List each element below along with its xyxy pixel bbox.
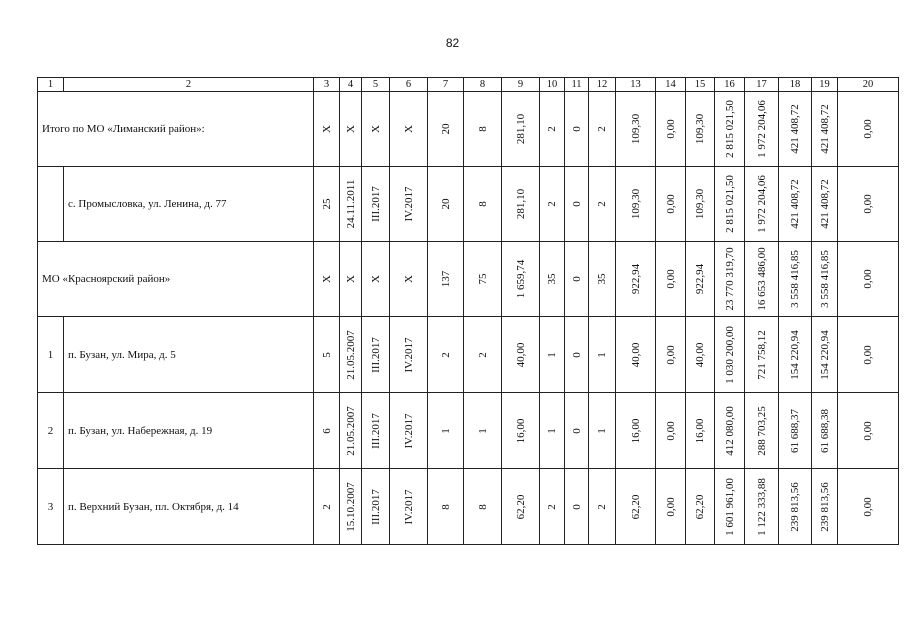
cell-col14: 0,00 bbox=[656, 92, 686, 167]
cell-col13: 62,20 bbox=[616, 469, 656, 545]
table-row bbox=[38, 317, 899, 393]
cell-col7: 20 bbox=[428, 92, 464, 167]
cell-col9: 281,10 bbox=[502, 167, 540, 242]
row-name: Итого по МО «Лиманский район»: bbox=[38, 92, 314, 167]
cell-col19: 154 220,94 bbox=[812, 317, 838, 393]
cell-col5: Х bbox=[362, 242, 390, 317]
cell-col19: 61 688,38 bbox=[812, 393, 838, 469]
cell-col8: 8 bbox=[464, 469, 502, 545]
row-address: с. Промысловка, ул. Ленина, д. 77 bbox=[64, 167, 314, 242]
cell-col20: 0,00 bbox=[838, 393, 899, 469]
cell-col8: 8 bbox=[464, 92, 502, 167]
cell-col4: Х bbox=[340, 92, 362, 167]
cell-col6: Х bbox=[390, 242, 428, 317]
cell-col16: 1 601 961,00 bbox=[715, 469, 745, 545]
cell-col10: 1 bbox=[540, 317, 565, 393]
cell-col7: 1 bbox=[428, 393, 464, 469]
cell-col12: 35 bbox=[589, 242, 616, 317]
cell-col17: 1 972 204,06 bbox=[745, 92, 779, 167]
cell-col15: 16,00 bbox=[686, 393, 715, 469]
column-number: 19 bbox=[812, 78, 838, 92]
column-number: 3 bbox=[314, 78, 340, 92]
housing-program-table bbox=[37, 77, 899, 545]
column-number-row bbox=[38, 78, 899, 92]
cell-col6: IV.2017 bbox=[390, 167, 428, 242]
column-number: 6 bbox=[390, 78, 428, 92]
cell-col9: 16,00 bbox=[502, 393, 540, 469]
cell-col17: 1 972 204,06 bbox=[745, 167, 779, 242]
cell-col15: 922,94 bbox=[686, 242, 715, 317]
cell-col18: 421 408,72 bbox=[779, 167, 812, 242]
cell-col7: 8 bbox=[428, 469, 464, 545]
column-number: 20 bbox=[838, 78, 899, 92]
cell-col9: 40,00 bbox=[502, 317, 540, 393]
cell-col18: 61 688,37 bbox=[779, 393, 812, 469]
cell-col19: 3 558 416,85 bbox=[812, 242, 838, 317]
cell-col7: 137 bbox=[428, 242, 464, 317]
page-number: 82 bbox=[445, 36, 460, 50]
cell-col17: 288 703,25 bbox=[745, 393, 779, 469]
column-number: 15 bbox=[686, 78, 715, 92]
row-number: 2 bbox=[38, 393, 64, 469]
cell-col4: 21.05.2007 bbox=[340, 393, 362, 469]
cell-col3: Х bbox=[314, 92, 340, 167]
cell-col6: IV.2017 bbox=[390, 469, 428, 545]
cell-col9: 62,20 bbox=[502, 469, 540, 545]
row-number: 3 bbox=[38, 469, 64, 545]
cell-col12: 1 bbox=[589, 393, 616, 469]
column-number: 2 bbox=[64, 78, 314, 92]
table-row bbox=[38, 393, 899, 469]
cell-col4: 24.11.2011 bbox=[340, 167, 362, 242]
cell-col6: Х bbox=[390, 92, 428, 167]
column-number: 14 bbox=[656, 78, 686, 92]
cell-col9: 1 659,74 bbox=[502, 242, 540, 317]
cell-col14: 0,00 bbox=[656, 167, 686, 242]
cell-col15: 62,20 bbox=[686, 469, 715, 545]
cell-col5: III.2017 bbox=[362, 317, 390, 393]
cell-col10: 2 bbox=[540, 469, 565, 545]
cell-col3: Х bbox=[314, 242, 340, 317]
cell-col20: 0,00 bbox=[838, 92, 899, 167]
column-number: 8 bbox=[464, 78, 502, 92]
cell-col8: 75 bbox=[464, 242, 502, 317]
cell-col20: 0,00 bbox=[838, 167, 899, 242]
cell-col16: 412 080,00 bbox=[715, 393, 745, 469]
cell-col3: 2 bbox=[314, 469, 340, 545]
cell-col14: 0,00 bbox=[656, 393, 686, 469]
row-name: МО «Красноярский район» bbox=[38, 242, 314, 317]
cell-col8: 8 bbox=[464, 167, 502, 242]
cell-col10: 1 bbox=[540, 393, 565, 469]
cell-col11: 0 bbox=[565, 469, 589, 545]
cell-col6: IV.2017 bbox=[390, 393, 428, 469]
row-address: п. Верхний Бузан, пл. Октября, д. 14 bbox=[64, 469, 314, 545]
cell-col11: 0 bbox=[565, 242, 589, 317]
column-number: 11 bbox=[565, 78, 589, 92]
cell-col12: 2 bbox=[589, 167, 616, 242]
cell-col16: 1 030 200,00 bbox=[715, 317, 745, 393]
row-number: 1 bbox=[38, 317, 64, 393]
column-number: 5 bbox=[362, 78, 390, 92]
cell-col11: 0 bbox=[565, 317, 589, 393]
cell-col18: 239 813,56 bbox=[779, 469, 812, 545]
cell-col8: 1 bbox=[464, 393, 502, 469]
column-number: 1 bbox=[38, 78, 64, 92]
column-number: 10 bbox=[540, 78, 565, 92]
cell-col7: 20 bbox=[428, 167, 464, 242]
cell-col5: III.2017 bbox=[362, 393, 390, 469]
cell-col14: 0,00 bbox=[656, 242, 686, 317]
cell-col16: 2 815 021,50 bbox=[715, 92, 745, 167]
column-number: 16 bbox=[715, 78, 745, 92]
cell-col12: 2 bbox=[589, 92, 616, 167]
cell-col13: 109,30 bbox=[616, 167, 656, 242]
cell-col18: 154 220,94 bbox=[779, 317, 812, 393]
row-number bbox=[38, 167, 64, 242]
table-row bbox=[38, 167, 899, 242]
cell-col16: 23 770 319,70 bbox=[715, 242, 745, 317]
cell-col18: 421 408,72 bbox=[779, 92, 812, 167]
cell-col17: 721 758,12 bbox=[745, 317, 779, 393]
cell-col14: 0,00 bbox=[656, 317, 686, 393]
column-number: 18 bbox=[779, 78, 812, 92]
cell-col3: 6 bbox=[314, 393, 340, 469]
cell-col5: III.2017 bbox=[362, 167, 390, 242]
cell-col5: III.2017 bbox=[362, 469, 390, 545]
cell-col17: 16 653 486,00 bbox=[745, 242, 779, 317]
cell-col12: 2 bbox=[589, 469, 616, 545]
cell-col13: 109,30 bbox=[616, 92, 656, 167]
cell-col19: 239 813,56 bbox=[812, 469, 838, 545]
row-address: п. Бузан, ул. Мира, д. 5 bbox=[64, 317, 314, 393]
table-row-total-limansky bbox=[38, 92, 899, 167]
cell-col20: 0,00 bbox=[838, 469, 899, 545]
cell-col8: 2 bbox=[464, 317, 502, 393]
cell-col12: 1 bbox=[589, 317, 616, 393]
cell-col3: 25 bbox=[314, 167, 340, 242]
cell-col19: 421 408,72 bbox=[812, 167, 838, 242]
column-number: 13 bbox=[616, 78, 656, 92]
column-number: 4 bbox=[340, 78, 362, 92]
cell-col17: 1 122 333,88 bbox=[745, 469, 779, 545]
cell-col16: 2 815 021,50 bbox=[715, 167, 745, 242]
cell-col15: 109,30 bbox=[686, 92, 715, 167]
cell-col4: Х bbox=[340, 242, 362, 317]
column-number: 12 bbox=[589, 78, 616, 92]
table-row-total-krasnoyarsky bbox=[38, 242, 899, 317]
row-address: п. Бузан, ул. Набережная, д. 19 bbox=[64, 393, 314, 469]
cell-col10: 2 bbox=[540, 92, 565, 167]
cell-col11: 0 bbox=[565, 167, 589, 242]
cell-col13: 16,00 bbox=[616, 393, 656, 469]
cell-col19: 421 408,72 bbox=[812, 92, 838, 167]
cell-col15: 109,30 bbox=[686, 167, 715, 242]
cell-col6: IV.2017 bbox=[390, 317, 428, 393]
cell-col4: 21.05.2007 bbox=[340, 317, 362, 393]
cell-col20: 0,00 bbox=[838, 242, 899, 317]
cell-col7: 2 bbox=[428, 317, 464, 393]
cell-col18: 3 558 416,85 bbox=[779, 242, 812, 317]
cell-col20: 0,00 bbox=[838, 317, 899, 393]
cell-col14: 0,00 bbox=[656, 469, 686, 545]
cell-col13: 40,00 bbox=[616, 317, 656, 393]
cell-col13: 922,94 bbox=[616, 242, 656, 317]
cell-col10: 35 bbox=[540, 242, 565, 317]
cell-col5: Х bbox=[362, 92, 390, 167]
column-number: 17 bbox=[745, 78, 779, 92]
cell-col11: 0 bbox=[565, 92, 589, 167]
cell-col4: 15.10.2007 bbox=[340, 469, 362, 545]
column-number: 7 bbox=[428, 78, 464, 92]
cell-col11: 0 bbox=[565, 393, 589, 469]
table-row bbox=[38, 469, 899, 545]
cell-col10: 2 bbox=[540, 167, 565, 242]
cell-col3: 5 bbox=[314, 317, 340, 393]
cell-col15: 40,00 bbox=[686, 317, 715, 393]
column-number: 9 bbox=[502, 78, 540, 92]
cell-col9: 281,10 bbox=[502, 92, 540, 167]
